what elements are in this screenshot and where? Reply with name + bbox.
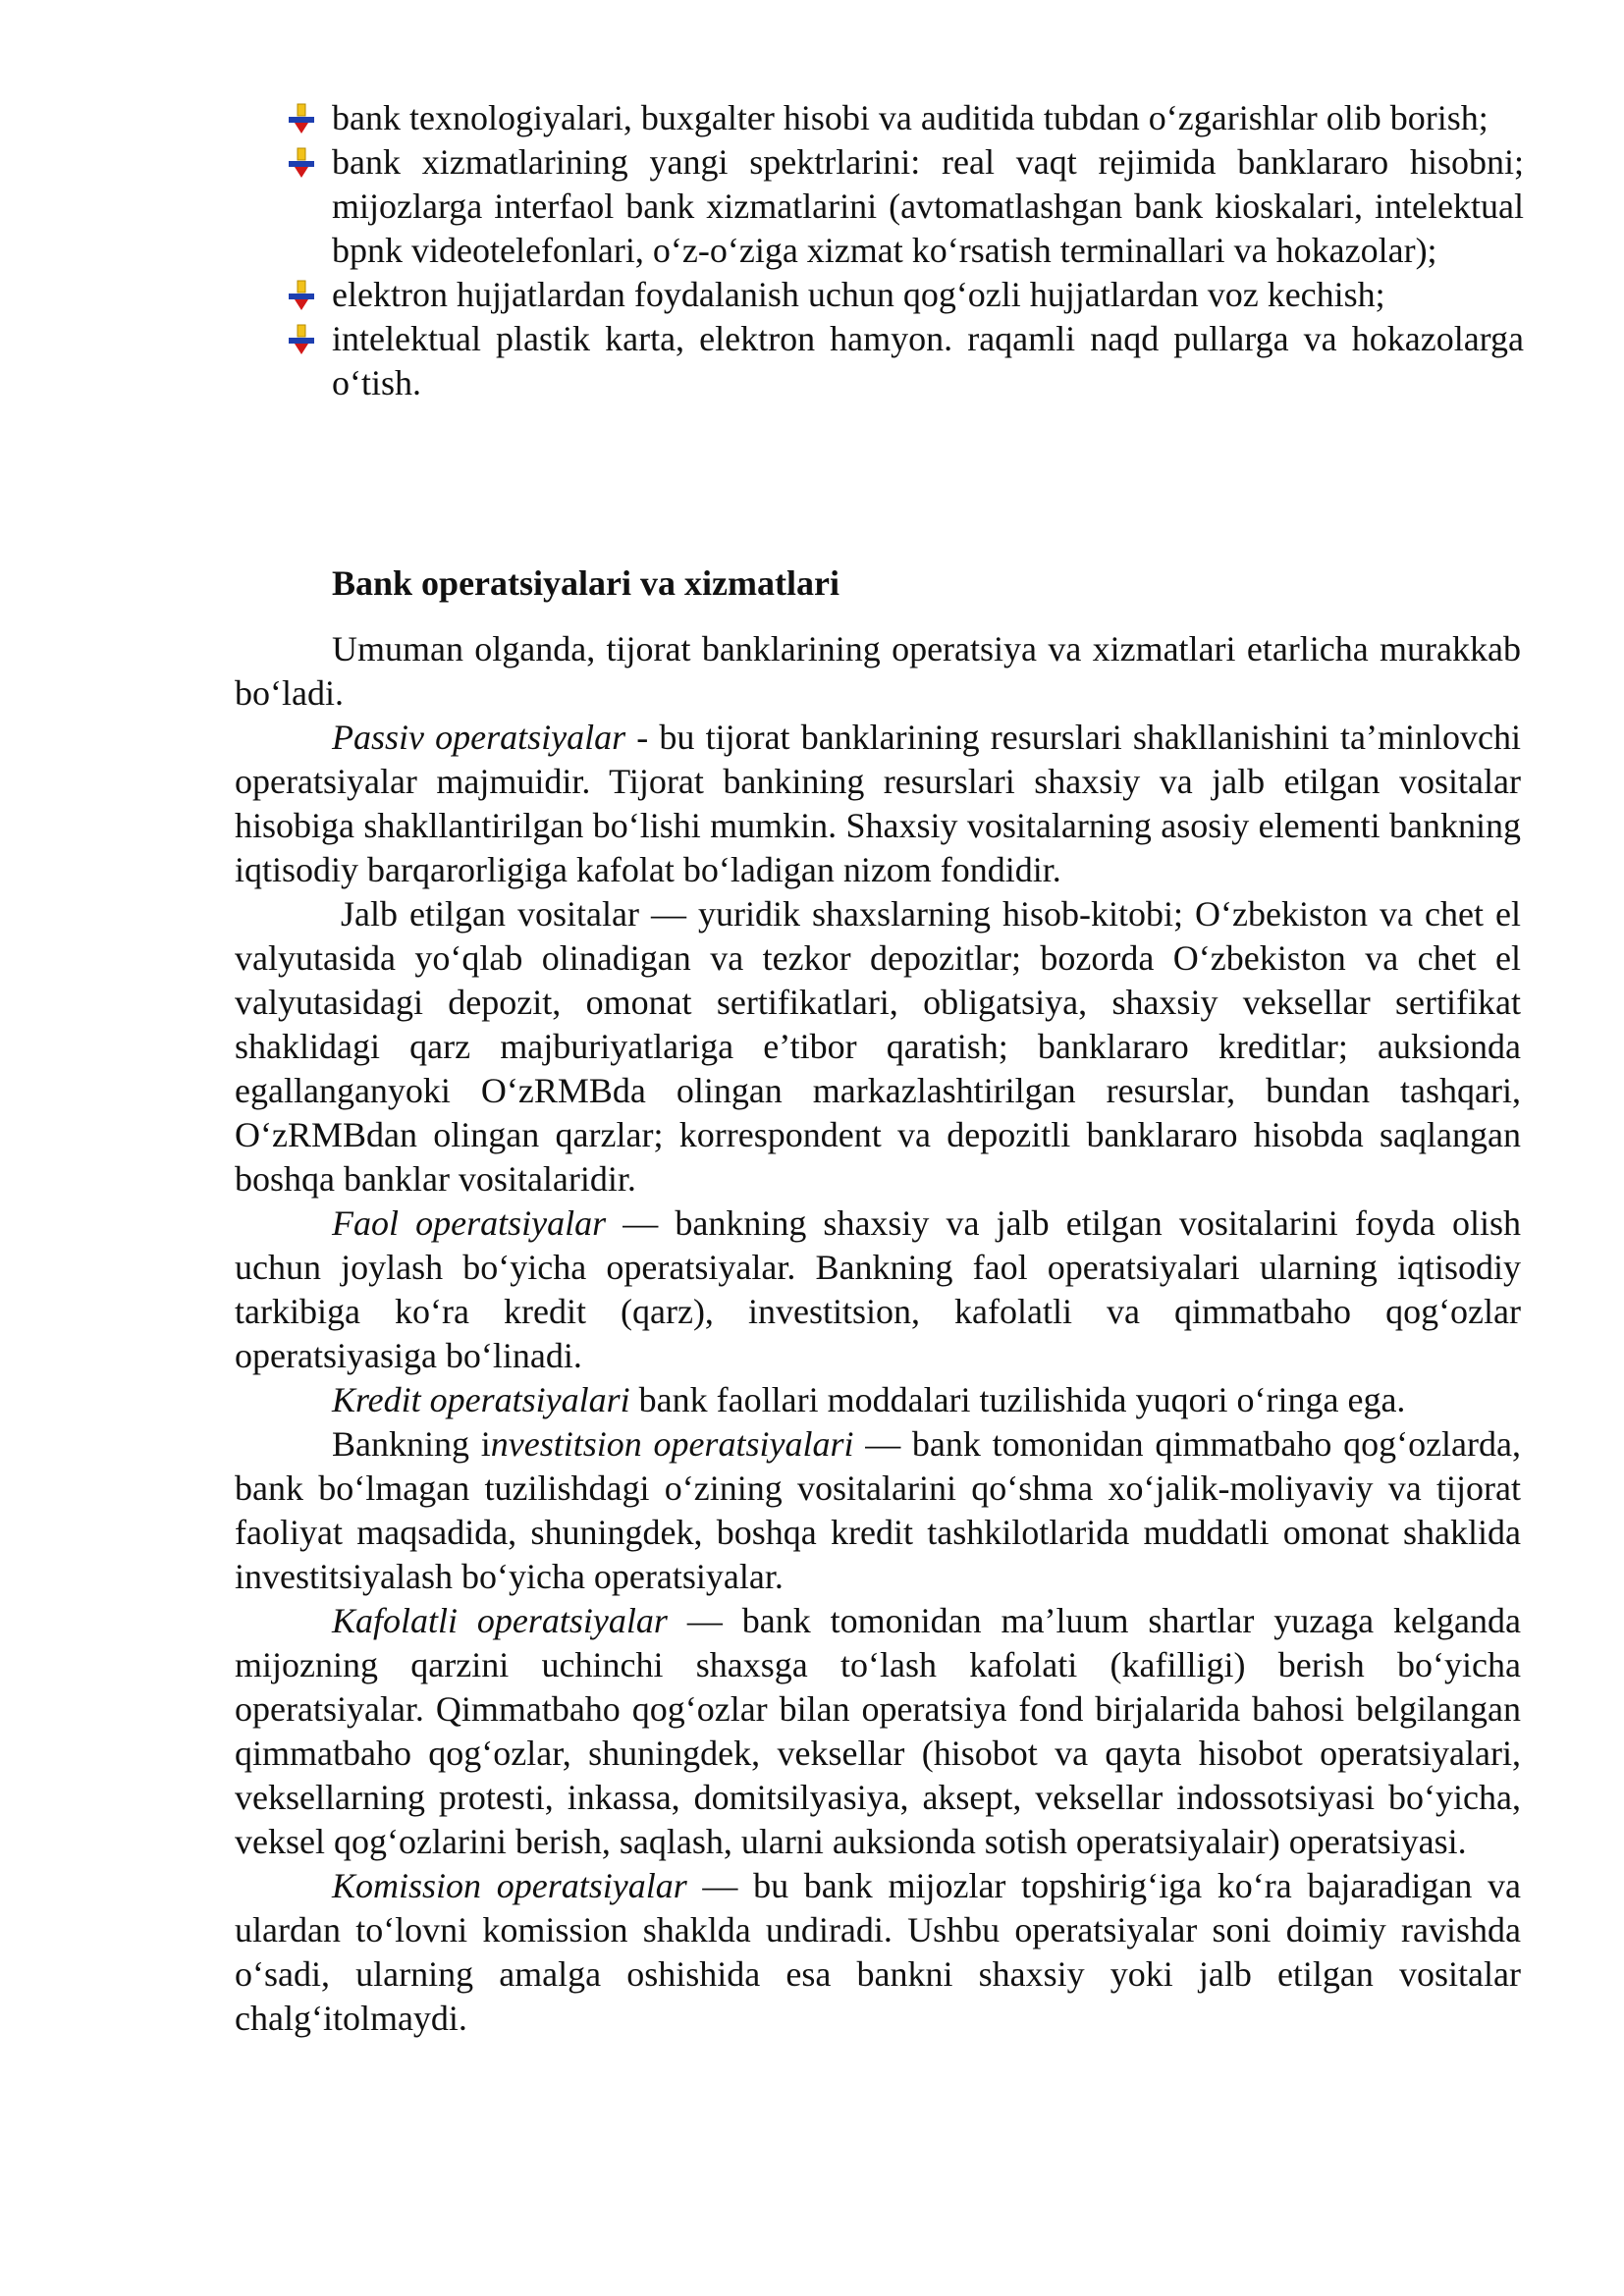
term-credit: Kredit operatsiyalari xyxy=(332,1380,630,1419)
paragraph-active xyxy=(235,1201,1521,1378)
hand-pointer-icon xyxy=(287,280,316,311)
term-commission: Komission operatsiyalar xyxy=(332,1866,687,1905)
list-item xyxy=(285,273,1524,317)
paragraph-investment xyxy=(235,1422,1521,1599)
term-passive: Passiv operatsiyalar xyxy=(332,718,626,757)
paragraph-passive xyxy=(235,716,1521,892)
paragraph-text: — bank tomonidan qimmatbaho qog‘ozlarda, bank bo‘lmagan tuzilishdagi o‘zining vositalarini qo‘shma xo‘jalik-moliyaviy va tijorat faoliyat maqsadida, shuningdek, boshqa kredit tashkilotlarida muddatli omonat shaklida investitsiyalash bo‘yicha operatsiyalar. xyxy=(235,1424,1521,1596)
bullet-text: elektron hujjatlardan foydalanish uchun qog‘ozli hujjatlardan voz kechish; xyxy=(332,275,1385,314)
list-item xyxy=(285,317,1524,405)
paragraph-text: — bank tomonidan ma’luum shartlar yuzaga kelganda mijozning qarzini uchinchi shaxsga to‘lash kafolati (kafilligi) berish bo‘yicha operatsiyalar. Qimmatbaho qog‘ozlar bilan operatsiya fond birjalarida bahosi belgilangan qimmatbaho qog‘ozlar, shuningdek, veksellar (hisobot va qayta hisobot operatsiyalari, veksellarning protesti, inkassa, domitsilyasiya, aksept, veksellar indossotsiyasi bo‘yicha, veksel qog‘ozlarini berish, saqlash, ularni auksionda sotish operatsiyalair) operatsiyasi. xyxy=(235,1601,1521,1861)
paragraph-credit xyxy=(235,1378,1521,1422)
paragraph-text: bank faollari moddalari tuzilishida yuqori o‘ringa ega. xyxy=(629,1380,1406,1419)
list-item xyxy=(285,140,1524,273)
paragraph-intro: Umuman olganda, tijorat banklarining operatsiya va xizmatlari etarlicha murakkab bo‘ladi. xyxy=(235,629,1521,713)
section-body xyxy=(235,627,1521,2041)
paragraph-text: Bankning i xyxy=(332,1424,491,1464)
term-active: Faol operatsiyalar xyxy=(332,1203,607,1243)
bullet-text: bank texnologiyalari, buxgalter hisobi va auditida tubdan o‘zgarishlar olib borish; xyxy=(332,98,1489,137)
bullet-list xyxy=(285,96,1524,405)
bullet-text: bank xizmatlarining yangi spektrlarini: real vaqt rejimida banklararo hisobni; mijozlarga interfaol bank xizmatlarini (avtomatlashgan bank kioskalari, intelektual bpnk videotelefonlari, o‘z-o‘ziga xizmat ko‘rsatish terminallari va hokazolar); xyxy=(332,142,1524,270)
term-guarantee: Kafolatli operatsiyalar xyxy=(332,1601,668,1640)
hand-pointer-icon xyxy=(287,103,316,134)
paragraph-guarantee xyxy=(235,1599,1521,1864)
hand-pointer-icon xyxy=(287,147,316,179)
paragraph-borrowed-funds: Jalb etilgan vositalar — yuridik shaxslarning hisob-kitobi; O‘zbekiston va chet el valyutasida yo‘qlab olinadigan va tezkor depozitlar; bozorda O‘zbekiston va chet el valyutasidagi depozit, omonat sertifikatlari, obligatsiya, shaxsiy veksellar sertifikat shaklidagi qarz majburiyatlariga e’tibor qaratish; banklararo kreditlar; auksionda egallanganyoki O‘zRMBda olingan markazlashtirilgan resurslar, bundan tashqari, O‘zRMBdan olingan qarzlar; korrespondent va depozitli banklararo hisobda saqlangan boshqa banklar vositalaridir. xyxy=(235,894,1521,1199)
hand-pointer-icon xyxy=(287,324,316,355)
paragraph-text: - bu tijorat banklarining resurslari shakllanishini ta’minlovchi operatsiyalar majmuidir. Tijorat bankining resurslari shaxsiy va jalb etilgan vositalar hisobiga shakllantirilgan bo‘lishi mumkin. Shaxsiy vositalarning asosiy elementi bankning iqtisodiy barqarorligiga kafolat bo‘ladigan nizom fondidir. xyxy=(235,718,1521,889)
paragraph-text: — bankning shaxsiy va jalb etilgan vositalarini foyda olish uchun joylash bo‘yicha operatsiyalar. Bankning faol operatsiyalari ularning iqtisodiy tarkibiga ko‘ra kredit (qarz), investitsion, kafolatli va qimmatbaho qog‘ozlar operatsiyasiga bo‘linadi. xyxy=(235,1203,1521,1375)
term-investment: nvestitsion operatsiyalari xyxy=(490,1424,854,1464)
section-heading: Bank operatsiyalari va xizmatlari xyxy=(332,563,839,603)
list-item xyxy=(285,96,1524,140)
bullet-text: intelektual plastik karta, elektron hamyon. raqamli naqd pullarga va hokazolarga o‘tish. xyxy=(332,319,1524,402)
paragraph-text: — bu bank mijozlar topshirig‘iga ko‘ra bajaradigan va ulardan to‘lovni komission shaklda undiradi. Ushbu operatsiyalar soni doimiy ravishda o‘sadi, ularning amalga oshishida esa bankni shaxsiy yoki jalb etilgan vositalar chalg‘itolmaydi. xyxy=(235,1866,1521,2038)
paragraph-commission xyxy=(235,1864,1521,2041)
